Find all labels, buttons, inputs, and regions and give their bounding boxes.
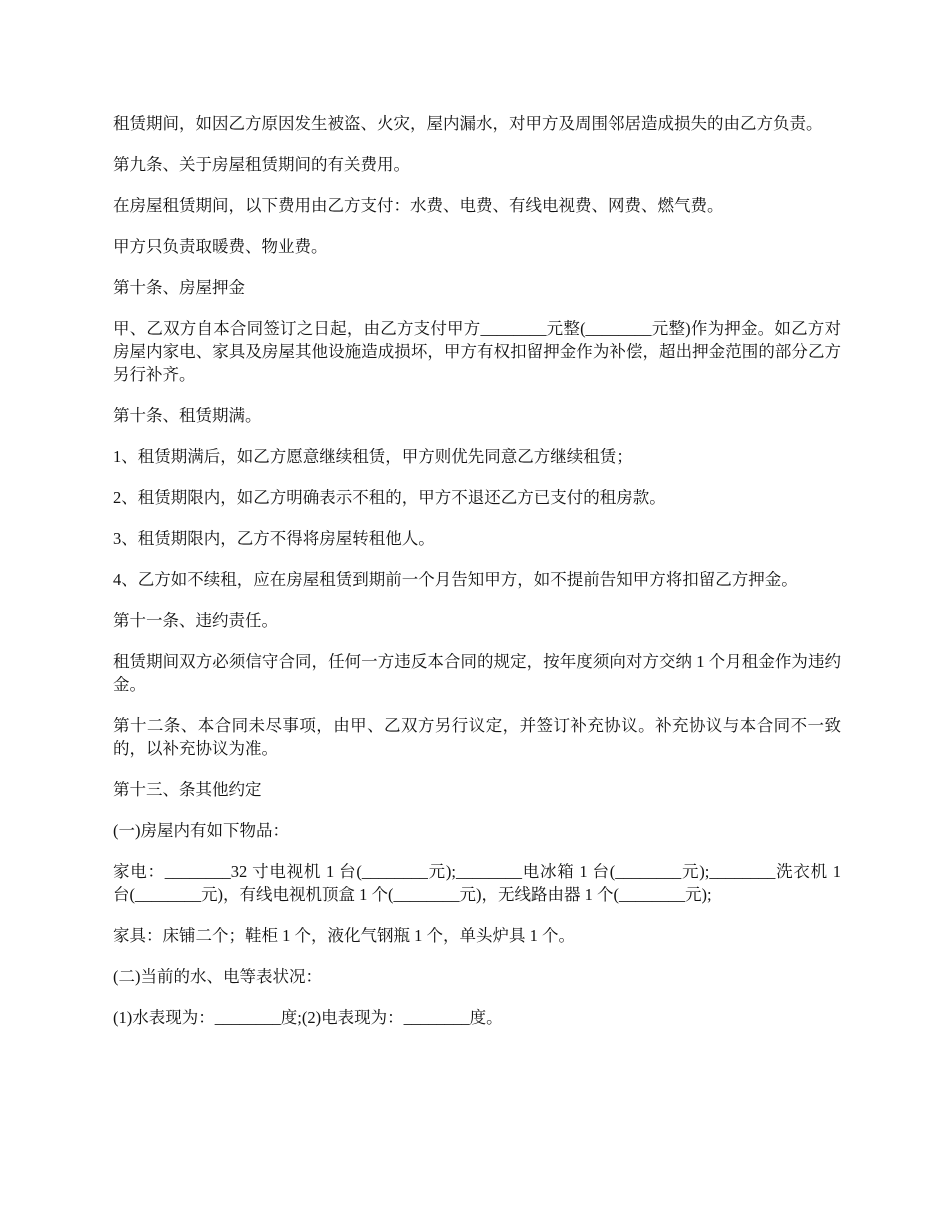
paragraph-breach: 租赁期间双方必须信守合同，任何一方违反本合同的规定，按年度须向对方交纳 1 个月租金作为违约金。 — [113, 652, 841, 694]
paragraph-landlord-fees: 甲方只负责取暖费、物业费。 — [113, 237, 328, 256]
heading-article-11: 第十一条、违约责任。 — [113, 611, 278, 630]
paragraph-damage-liability: 租赁期间，如因乙方原因发生被盗、火灾，屋内漏水，对甲方及周围邻居造成损失的由乙方负责。 — [113, 114, 823, 133]
list-item-2: 2、租赁期限内，如乙方明确表示不租的，甲方不退还乙方已支付的租房款。 — [113, 488, 666, 507]
heading-article-10-lease-expiry: 第十条、租赁期满。 — [113, 406, 262, 425]
subheading-meters: (二)当前的水、电等表状况： — [113, 967, 322, 986]
paragraph-deposit: 甲、乙双方自本合同签订之日起，由乙方支付甲方________元整(________元整)作为押金。如乙方对房屋内家电、家具及房屋其他设施造成损坏，甲方有权扣留押金作为补偿，超出押金范围的部分乙方另行补齐。 — [113, 319, 841, 384]
list-item-4: 4、乙方如不续租，应在房屋租赁到期前一个月告知甲方，如不提前告知甲方将扣留乙方押金。 — [113, 570, 798, 589]
document-page — [113, 112, 841, 1047]
paragraph-furniture: 家具：床铺二个；鞋柜 1 个，液化气钢瓶 1 个，单头炉具 1 个。 — [113, 926, 575, 945]
paragraph-tenant-fees: 在房屋租赁期间，以下费用由乙方支付：水费、电费、有线电视费、网费、燃气费。 — [113, 196, 724, 215]
subheading-items: (一)房屋内有如下物品： — [113, 821, 289, 840]
heading-article-10-deposit: 第十条、房屋押金 — [113, 278, 245, 297]
paragraph-appliances: 家电：________32 寸电视机 1 台(________元);________电冰箱 1 台(________元);________洗衣机 1 台(________元)，有线电视机顶盒 1 个(________元)，无线路由器 1 个(________元); — [113, 862, 841, 904]
list-item-1: 1、租赁期满后，如乙方愿意继续租赁，甲方则优先同意乙方继续租赁； — [113, 447, 633, 466]
heading-article-13: 第十三、条其他约定 — [113, 780, 262, 799]
heading-article-9: 第九条、关于房屋租赁期间的有关费用。 — [113, 155, 410, 174]
paragraph-article-12: 第十二条、本合同未尽事项，由甲、乙双方另行议定，并签订补充协议。补充协议与本合同不一致的，以补充协议为准。 — [113, 716, 841, 758]
list-item-3: 3、租赁期限内，乙方不得将房屋转租他人。 — [113, 529, 435, 548]
paragraph-meter-readings: (1)水表现为：________度;(2)电表现为：________度。 — [113, 1008, 503, 1027]
